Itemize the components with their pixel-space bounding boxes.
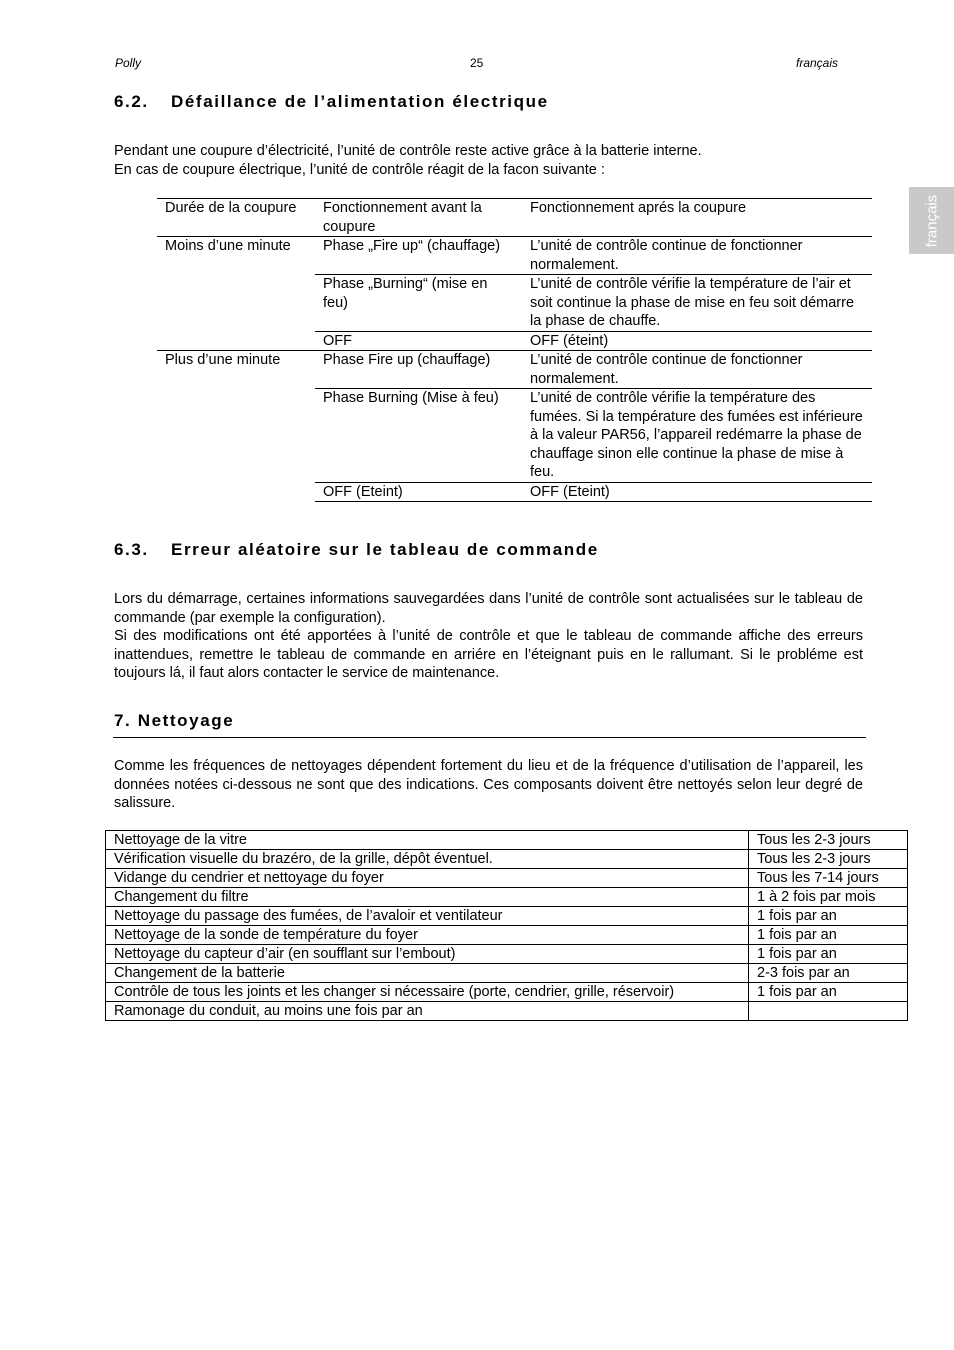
duration-cell: Plus d’une minute — [157, 351, 315, 502]
frequency-cell: 1 fois par an — [749, 907, 908, 926]
frequency-cell — [749, 1002, 908, 1021]
frequency-cell: 1 fois par an — [749, 945, 908, 964]
section-number: 6.2. — [114, 92, 149, 111]
frequency-cell: 2-3 fois par an — [749, 964, 908, 983]
header-document-name: Polly — [115, 56, 142, 70]
section-divider — [113, 737, 866, 738]
header-language: français — [796, 56, 839, 70]
after-cell: L’unité de contrôle continue de fonctionner normalement. — [522, 237, 872, 275]
task-cell: Nettoyage de la sonde de température du foyer — [106, 926, 749, 945]
task-cell: Nettoyage de la vitre — [106, 831, 749, 850]
task-cell: Vidange du cendrier et nettoyage du foyer — [106, 869, 749, 888]
before-cell: OFF — [315, 331, 522, 351]
paragraph-line: Pendant une coupure d’électricité, l’unité de contrôle reste active grâce à la batterie interne. — [114, 143, 702, 159]
task-cell: Changement du filtre — [106, 888, 749, 907]
section-number: 7. — [114, 711, 132, 730]
paragraph: Si des modifications ont été apportées à l’unité de contrôle et que le tableau de commande affiche des erreurs inattendues, remettre le tableau de commande en arriére en l’éteignant puis en le rallumant. Si le probléme est toujours lá, il faut alors contacter le service de maintenance. — [114, 628, 863, 682]
frequency-cell: Tous les 2-3 jours — [749, 831, 908, 850]
after-cell: OFF (éteint) — [522, 331, 872, 351]
before-cell: Phase Fire up (chauffage) — [315, 351, 522, 389]
table-row — [106, 926, 908, 945]
frequency-cell: 1 à 2 fois par mois — [749, 888, 908, 907]
section-title: Nettoyage — [137, 711, 235, 730]
task-cell: Vérification visuelle du brazéro, de la grille, dépôt éventuel. — [106, 850, 749, 869]
after-cell: OFF (Eteint) — [522, 482, 872, 502]
table-header-row — [157, 199, 872, 237]
frequency-cell: Tous les 7-14 jours — [749, 869, 908, 888]
paragraph-line: En cas de coupure électrique, l’unité de contrôle réagit de la facon suivante : — [114, 161, 605, 178]
after-cell: L’unité de contrôle vérifie la température de l’air et soit continue la phase de mise en feu soit démarre la phase de chauffe. — [522, 275, 872, 332]
language-side-tab — [909, 187, 954, 254]
section-title: Erreur aléatoire sur le tableau de commande — [171, 540, 599, 559]
table-row — [106, 983, 908, 1002]
page-number: 25 — [470, 56, 484, 70]
frequency-cell: 1 fois par an — [749, 983, 908, 1002]
task-cell: Nettoyage du capteur d’air (en soufflant sur l’embout) — [106, 945, 749, 964]
section-6-3-body — [114, 590, 863, 683]
table-row — [157, 237, 872, 275]
section-6-2-heading — [114, 92, 549, 112]
side-tab-label: français — [923, 194, 940, 247]
table-row — [106, 831, 908, 850]
task-cell: Changement de la batterie — [106, 964, 749, 983]
after-cell: L’unité de contrôle continue de fonctionner normalement. — [522, 351, 872, 389]
table-header-cell: Fonctionnement avant la coupure — [315, 199, 522, 237]
task-cell: Contrôle de tous les joints et les changer si nécessaire (porte, cendrier, grille, réservoir) — [106, 983, 749, 1002]
power-failure-table — [157, 198, 872, 502]
table-row — [106, 945, 908, 964]
table-row — [106, 869, 908, 888]
table-row — [106, 964, 908, 983]
after-cell: L’unité de contrôle vérifie la température des fumées. Si la température des fumées est inférieure à la valeur PAR56, l’appareil redémarre la phase de chauffage sinon elle continue la phase de mise à feu. — [522, 389, 872, 483]
paragraph: Comme les fréquences de nettoyages dépendent fortement du lieu et de la fréquence d’utilisation de l’appareil, les données notées ci-dessous ne sont que des indications. Ces composants doivent être nettoyés selon leur degré de salissure. — [114, 758, 863, 812]
before-cell: Phase Burning (Mise à feu) — [315, 389, 522, 483]
before-cell: Phase „Fire up“ (chauffage) — [315, 237, 522, 275]
table-row — [157, 351, 872, 389]
section-7-heading — [114, 711, 234, 731]
cleaning-schedule-table — [105, 830, 908, 1021]
table-row — [106, 850, 908, 869]
duration-cell: Moins d’une minute — [157, 237, 315, 351]
table-header-cell: Durée de la coupure — [157, 199, 315, 237]
before-cell: OFF (Eteint) — [315, 482, 522, 502]
table-row — [106, 907, 908, 926]
section-6-3-heading — [114, 540, 599, 560]
frequency-cell: 1 fois par an — [749, 926, 908, 945]
section-7-body — [114, 757, 863, 813]
paragraph: Lors du démarrage, certaines informations sauvegardées dans l’unité de contrôle sont actualisées sur le tableau de commande (par exemple la configuration). — [114, 591, 863, 626]
task-cell: Nettoyage du passage des fumées, de l’avaloir et ventilateur — [106, 907, 749, 926]
task-cell: Ramonage du conduit, au moins une fois par an — [106, 1002, 749, 1021]
section-6-2-intro — [114, 142, 863, 179]
section-number: 6.3. — [114, 540, 149, 559]
table-header-cell: Fonctionnement aprés la coupure — [522, 199, 872, 237]
table-row — [106, 888, 908, 907]
section-title: Défaillance de l’alimentation électrique — [171, 92, 549, 111]
frequency-cell: Tous les 2-3 jours — [749, 850, 908, 869]
before-cell: Phase „Burning“ (mise en feu) — [315, 275, 522, 332]
table-row — [106, 1002, 908, 1021]
